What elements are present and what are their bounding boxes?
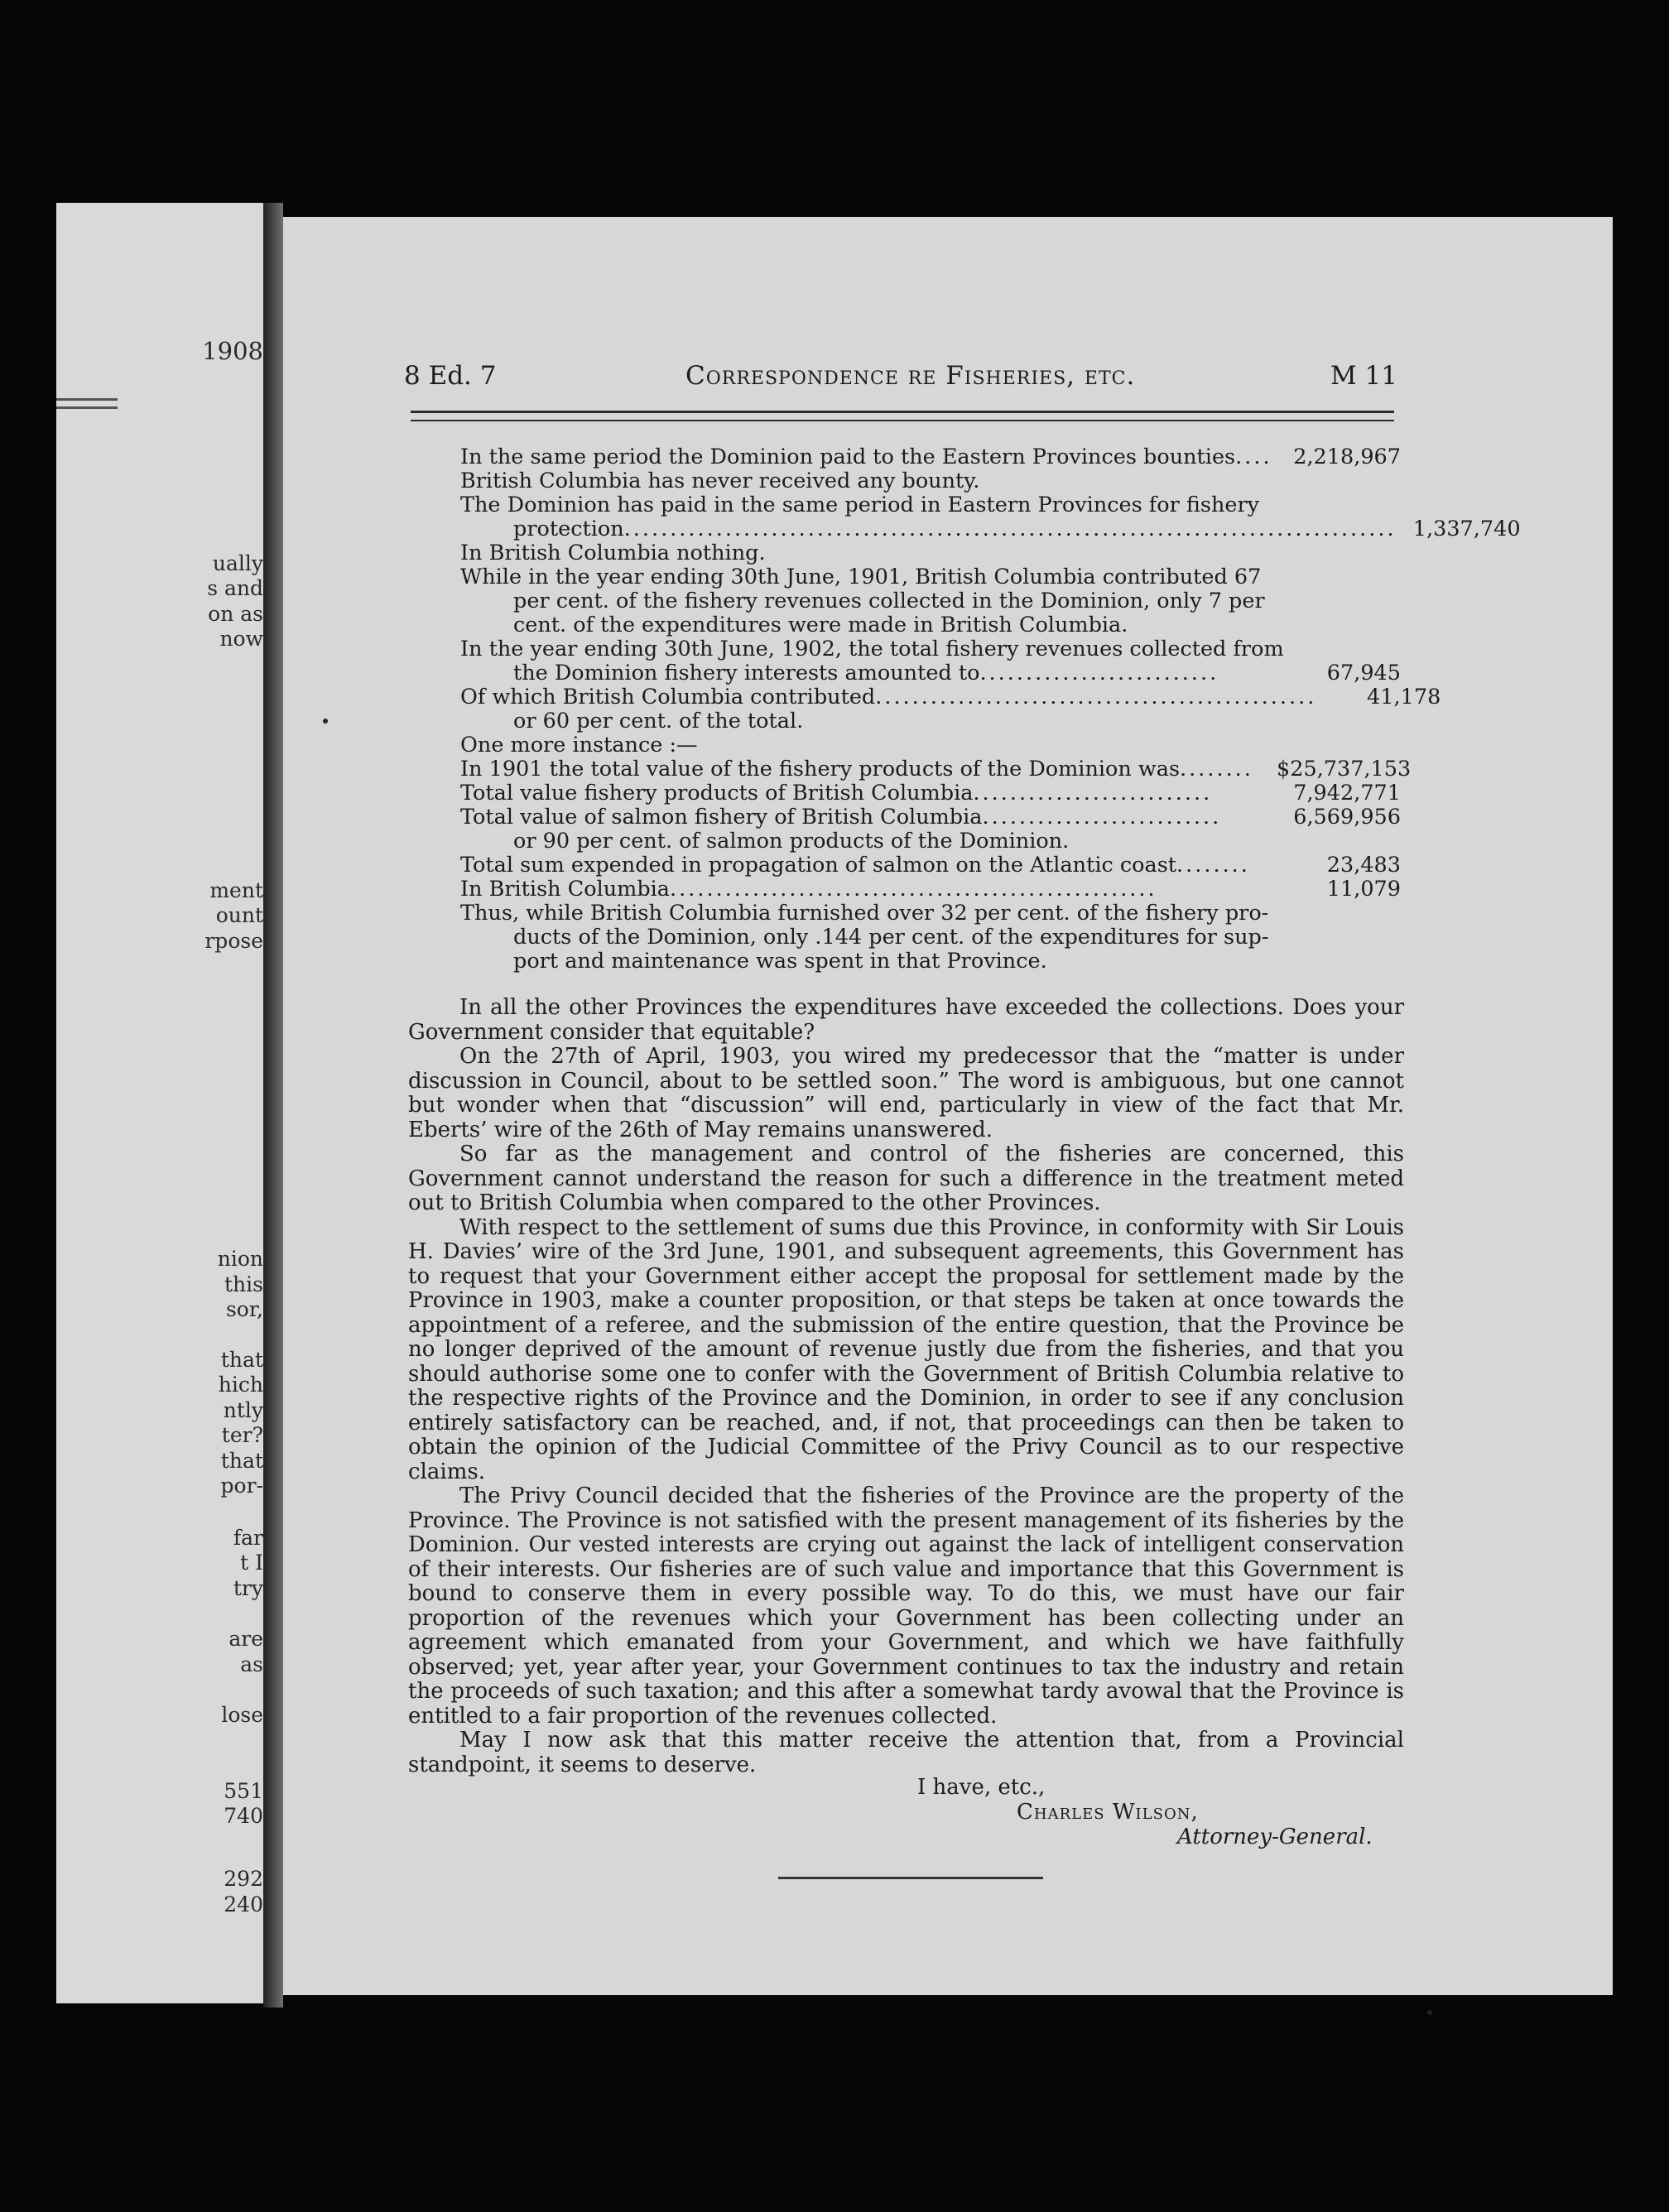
statement-label: per cent. of the fishery revenues collected in the Dominion, only 7 per: [513, 589, 1265, 613]
header-rule: [411, 411, 1394, 413]
statement-row: [460, 493, 1401, 517]
facing-page-text: ment: [209, 878, 263, 902]
statement-label: In British Columbia: [460, 877, 671, 902]
statement-label: the Dominion fishery interests amounted to: [513, 661, 980, 685]
statement-row: [460, 709, 1401, 733]
statement-value: $25,737,153: [1277, 757, 1412, 781]
page-number: M 11: [1330, 361, 1397, 391]
facing-page-year: 1908: [202, 337, 263, 365]
leader-dots: [803, 709, 1277, 733]
leader-dots: [766, 541, 1277, 565]
statement-value: [1277, 950, 1401, 974]
statement-value: 11,079: [1326, 877, 1401, 902]
statement-label: Total sum expended in propagation of salmon on the Atlantic coast: [460, 853, 1177, 878]
statement-label: In the year ending 30th June, 1902, the total fishery revenues collected from: [460, 637, 1284, 661]
statement-label: Of which British Columbia contributed: [460, 685, 876, 709]
statement-value: [1284, 637, 1408, 661]
statement-row: [460, 637, 1401, 661]
statement-label: ducts of the Dominion, only .144 per cent. of the expenditures for sup-: [513, 925, 1269, 950]
facing-page-text: 292: [224, 1867, 263, 1891]
facing-page-text: hich: [218, 1373, 263, 1397]
statement-row: [460, 854, 1401, 878]
paragraph: With respect to the settlement of sums due this Province, in conformity with Sir Louis H. Davies’ wire of the 3rd June, 1901, and subsequent agreements, this Government has to request that your Government either accept the proposal for settlement made by the Province in 1903, make a counter proposition, or that steps be taken at once towards the appointment of a referee, and the submission of the entire question, that the Province be no longer deprived of the amount of revenue justly due from the fisheries, and that you should authorise some one to confer with the Government of British Columbia relative to the respective rights of the Province and the Dominion, in order to see if any conclusion entirely satisfactory can be reached, and, if not, that proceedings can then be taken to obtain the opinion of the Judicial Committee of the Privy Council as to our respective claims.: [408, 1214, 1404, 1484]
statement-value: 2,218,967: [1293, 445, 1401, 469]
page-gutter-shadow: [263, 203, 283, 2008]
facing-page-text: ter?: [221, 1423, 263, 1447]
leader-dots: [1265, 589, 1277, 613]
statement-label: The Dominion has paid in the same period in Eastern Provinces for fishery: [460, 493, 1260, 517]
leader-dots: [1047, 950, 1277, 974]
leader-dots: [698, 733, 1277, 757]
facing-page-text: this: [224, 1272, 263, 1296]
facing-page-rule: [56, 406, 118, 409]
leader-dots: [1268, 902, 1277, 926]
statement-row: [460, 733, 1401, 757]
statement-value: [1277, 493, 1401, 517]
facing-page-text: as: [240, 1652, 263, 1676]
running-title: Correspondence re Fisheries, etc.: [685, 361, 1136, 391]
facing-page-text: 740: [224, 1804, 263, 1828]
statement-row: [460, 757, 1412, 781]
statement-row: [460, 661, 1401, 685]
statement-label: In British Columbia nothing.: [460, 541, 766, 565]
signatory-name: Charles Wilson,: [1017, 1800, 1199, 1825]
facing-page-text: ually: [212, 551, 263, 575]
statement-row: [460, 685, 1441, 709]
statement-value: [1277, 469, 1401, 493]
header-rule: [411, 420, 1394, 421]
statement-label: In 1901 the total value of the fishery products of the Dominion was: [460, 757, 1181, 781]
facing-page-text: ount: [215, 903, 263, 927]
statement-row: [460, 589, 1401, 613]
statement-row: [460, 565, 1401, 589]
running-header: [404, 359, 1397, 392]
statement-value: [1277, 565, 1401, 589]
statement-label: or 90 per cent. of salmon products of the Dominion.: [513, 829, 1070, 854]
signatory-title: Attorney-General.: [1177, 1825, 1373, 1849]
letter-body: [408, 996, 1404, 1777]
paragraph: On the 27th of April, 1903, you wired my predecessor that the “matter is under discussion in Council, about to be settled soon.” The word is ambiguous, but one cannot but wonder when that “discussion” will end, particularly in view of the fact that Mr. Eberts’ wire of the 26th of May remains unanswered.: [408, 1044, 1404, 1142]
statement-label: or 60 per cent. of the total.: [513, 709, 804, 733]
statement-value: 6,569,956: [1293, 805, 1401, 830]
leader-dots: [1259, 493, 1277, 517]
facing-page-text: on as: [208, 602, 263, 626]
leader-dots: ..........................: [982, 805, 1222, 830]
statement-label: One more instance :—: [460, 733, 698, 757]
statement-label: Thus, while British Columbia furnished over 32 per cent. of the fishery pro-: [460, 901, 1269, 926]
statement-value: 67,945: [1326, 661, 1401, 685]
statement-value: 23,483: [1326, 853, 1401, 878]
statement-label: While in the year ending 30th June, 1901, British Columbia contributed 67: [460, 565, 1262, 589]
statement-row: [460, 805, 1401, 830]
statement-row: [460, 902, 1401, 926]
facing-page-text: por-: [220, 1474, 263, 1498]
facing-page-text: now: [219, 627, 263, 651]
statement-value: [1277, 709, 1401, 733]
facing-page-text: ntly: [223, 1398, 263, 1422]
statement-label: Total value fishery products of British Columbia: [460, 781, 974, 805]
paper-speck: [323, 719, 328, 724]
statement-value: [1277, 733, 1401, 757]
facing-page-text: far: [233, 1526, 263, 1550]
facing-page-text: lose: [221, 1703, 263, 1727]
paragraph: In all the other Provinces the expenditures have exceeded the collections. Does your Government consider that equitable?: [408, 995, 1404, 1045]
facing-page-text: try: [233, 1576, 263, 1600]
session-label: 8 Ed. 7: [404, 361, 497, 391]
statement-label: In the same period the Dominion paid to the Eastern Provinces bounties: [460, 445, 1236, 469]
leader-dots: ....................................................................................: [623, 517, 1397, 541]
facing-page-text: that: [220, 1348, 263, 1372]
leader-dots: [1128, 613, 1277, 637]
leader-dots: [1268, 926, 1277, 950]
statement-row: [460, 445, 1401, 469]
statement-row: [460, 469, 1401, 493]
leader-dots: [1261, 565, 1277, 589]
statement-label: port and maintenance was spent in that Province.: [513, 949, 1047, 974]
statement-value: [1277, 589, 1401, 613]
leader-dots: ....: [1235, 445, 1272, 469]
facing-page-fragment: [56, 203, 272, 2003]
statement-label: British Columbia has never received any bounty.: [460, 469, 980, 493]
statement-row: [460, 517, 1521, 541]
statement-value: [1277, 902, 1401, 926]
statement-value: 41,178: [1367, 685, 1441, 709]
statement-value: [1277, 613, 1401, 637]
leader-dots: ........: [1180, 757, 1253, 781]
statement-value: 7,942,771: [1293, 781, 1401, 805]
leader-dots: ................................................: [875, 685, 1317, 709]
statement-label: Total value of salmon fishery of British Columbia: [460, 805, 983, 830]
facing-page-text: 551: [224, 1779, 263, 1803]
paper-speck: [1427, 2010, 1432, 2015]
facing-page-text: t I: [240, 1551, 263, 1575]
paragraph: The Privy Council decided that the fisheries of the Province are the property of the Province. The Province is not satisfied with the present management of its fisheries by the Dominion. Our vested interests are crying out against the lack of intelligent conservation of their interests. Our fisheries are of such value and importance that this Government is bound to conserve them in every possible way. To do this, we must have our fair proportion of the revenues which your Government has been collecting under an agreement which emanated from your Government, and which we have faithfully observed; yet, year after year, your Government continues to tax the industry and retain the proceeds of such taxation; and this after a somewhat tardy avowal that the Province is entitled to a fair proportion of the revenues collected.: [408, 1483, 1404, 1729]
statement-value: [1277, 830, 1401, 854]
facing-page-text: s and: [207, 576, 263, 600]
statement-row: [460, 830, 1401, 854]
facing-page-text: nion: [217, 1247, 263, 1271]
paragraph: So far as the management and control of the fisheries are concerned, this Government cannot understand the reason for such a difference in the treatment meted out to British Columbia when compared to the other Provinces.: [408, 1142, 1404, 1215]
leader-dots: .....................................................: [670, 877, 1157, 902]
facing-page-text: 240: [224, 1892, 263, 1916]
statement-value: [1277, 926, 1401, 950]
statement-value: 1,337,740: [1412, 517, 1521, 541]
leader-dots: ........: [1176, 853, 1250, 878]
statement-row: [460, 926, 1401, 950]
closing-salutation: I have, etc.,: [917, 1775, 1046, 1800]
statement-label: protection: [513, 517, 624, 541]
facing-page-text: are: [228, 1627, 263, 1651]
facing-page-text: that: [220, 1449, 263, 1473]
end-rule: [778, 1877, 1043, 1879]
leader-dots: [979, 469, 1277, 493]
statement-row: [460, 781, 1401, 805]
statistics-list: [460, 445, 1521, 974]
statement-row: [460, 613, 1401, 637]
leader-dots: ..........................: [979, 661, 1219, 685]
leader-dots: ..........................: [973, 781, 1213, 805]
paragraph: May I now ask that this matter receive the attention that, from a Provincial standpoint, it seems to deserve.: [408, 1728, 1404, 1777]
facing-page-text: sor,: [225, 1297, 263, 1321]
statement-row: [460, 950, 1401, 974]
statement-label: cent. of the expenditures were made in British Columbia.: [513, 613, 1128, 637]
facing-page-rule: [56, 398, 118, 401]
leader-dots: [1069, 830, 1277, 854]
statement-row: [460, 541, 1401, 565]
facing-page-text: rpose: [204, 929, 263, 953]
statement-row: [460, 878, 1401, 902]
statement-value: [1277, 541, 1401, 565]
